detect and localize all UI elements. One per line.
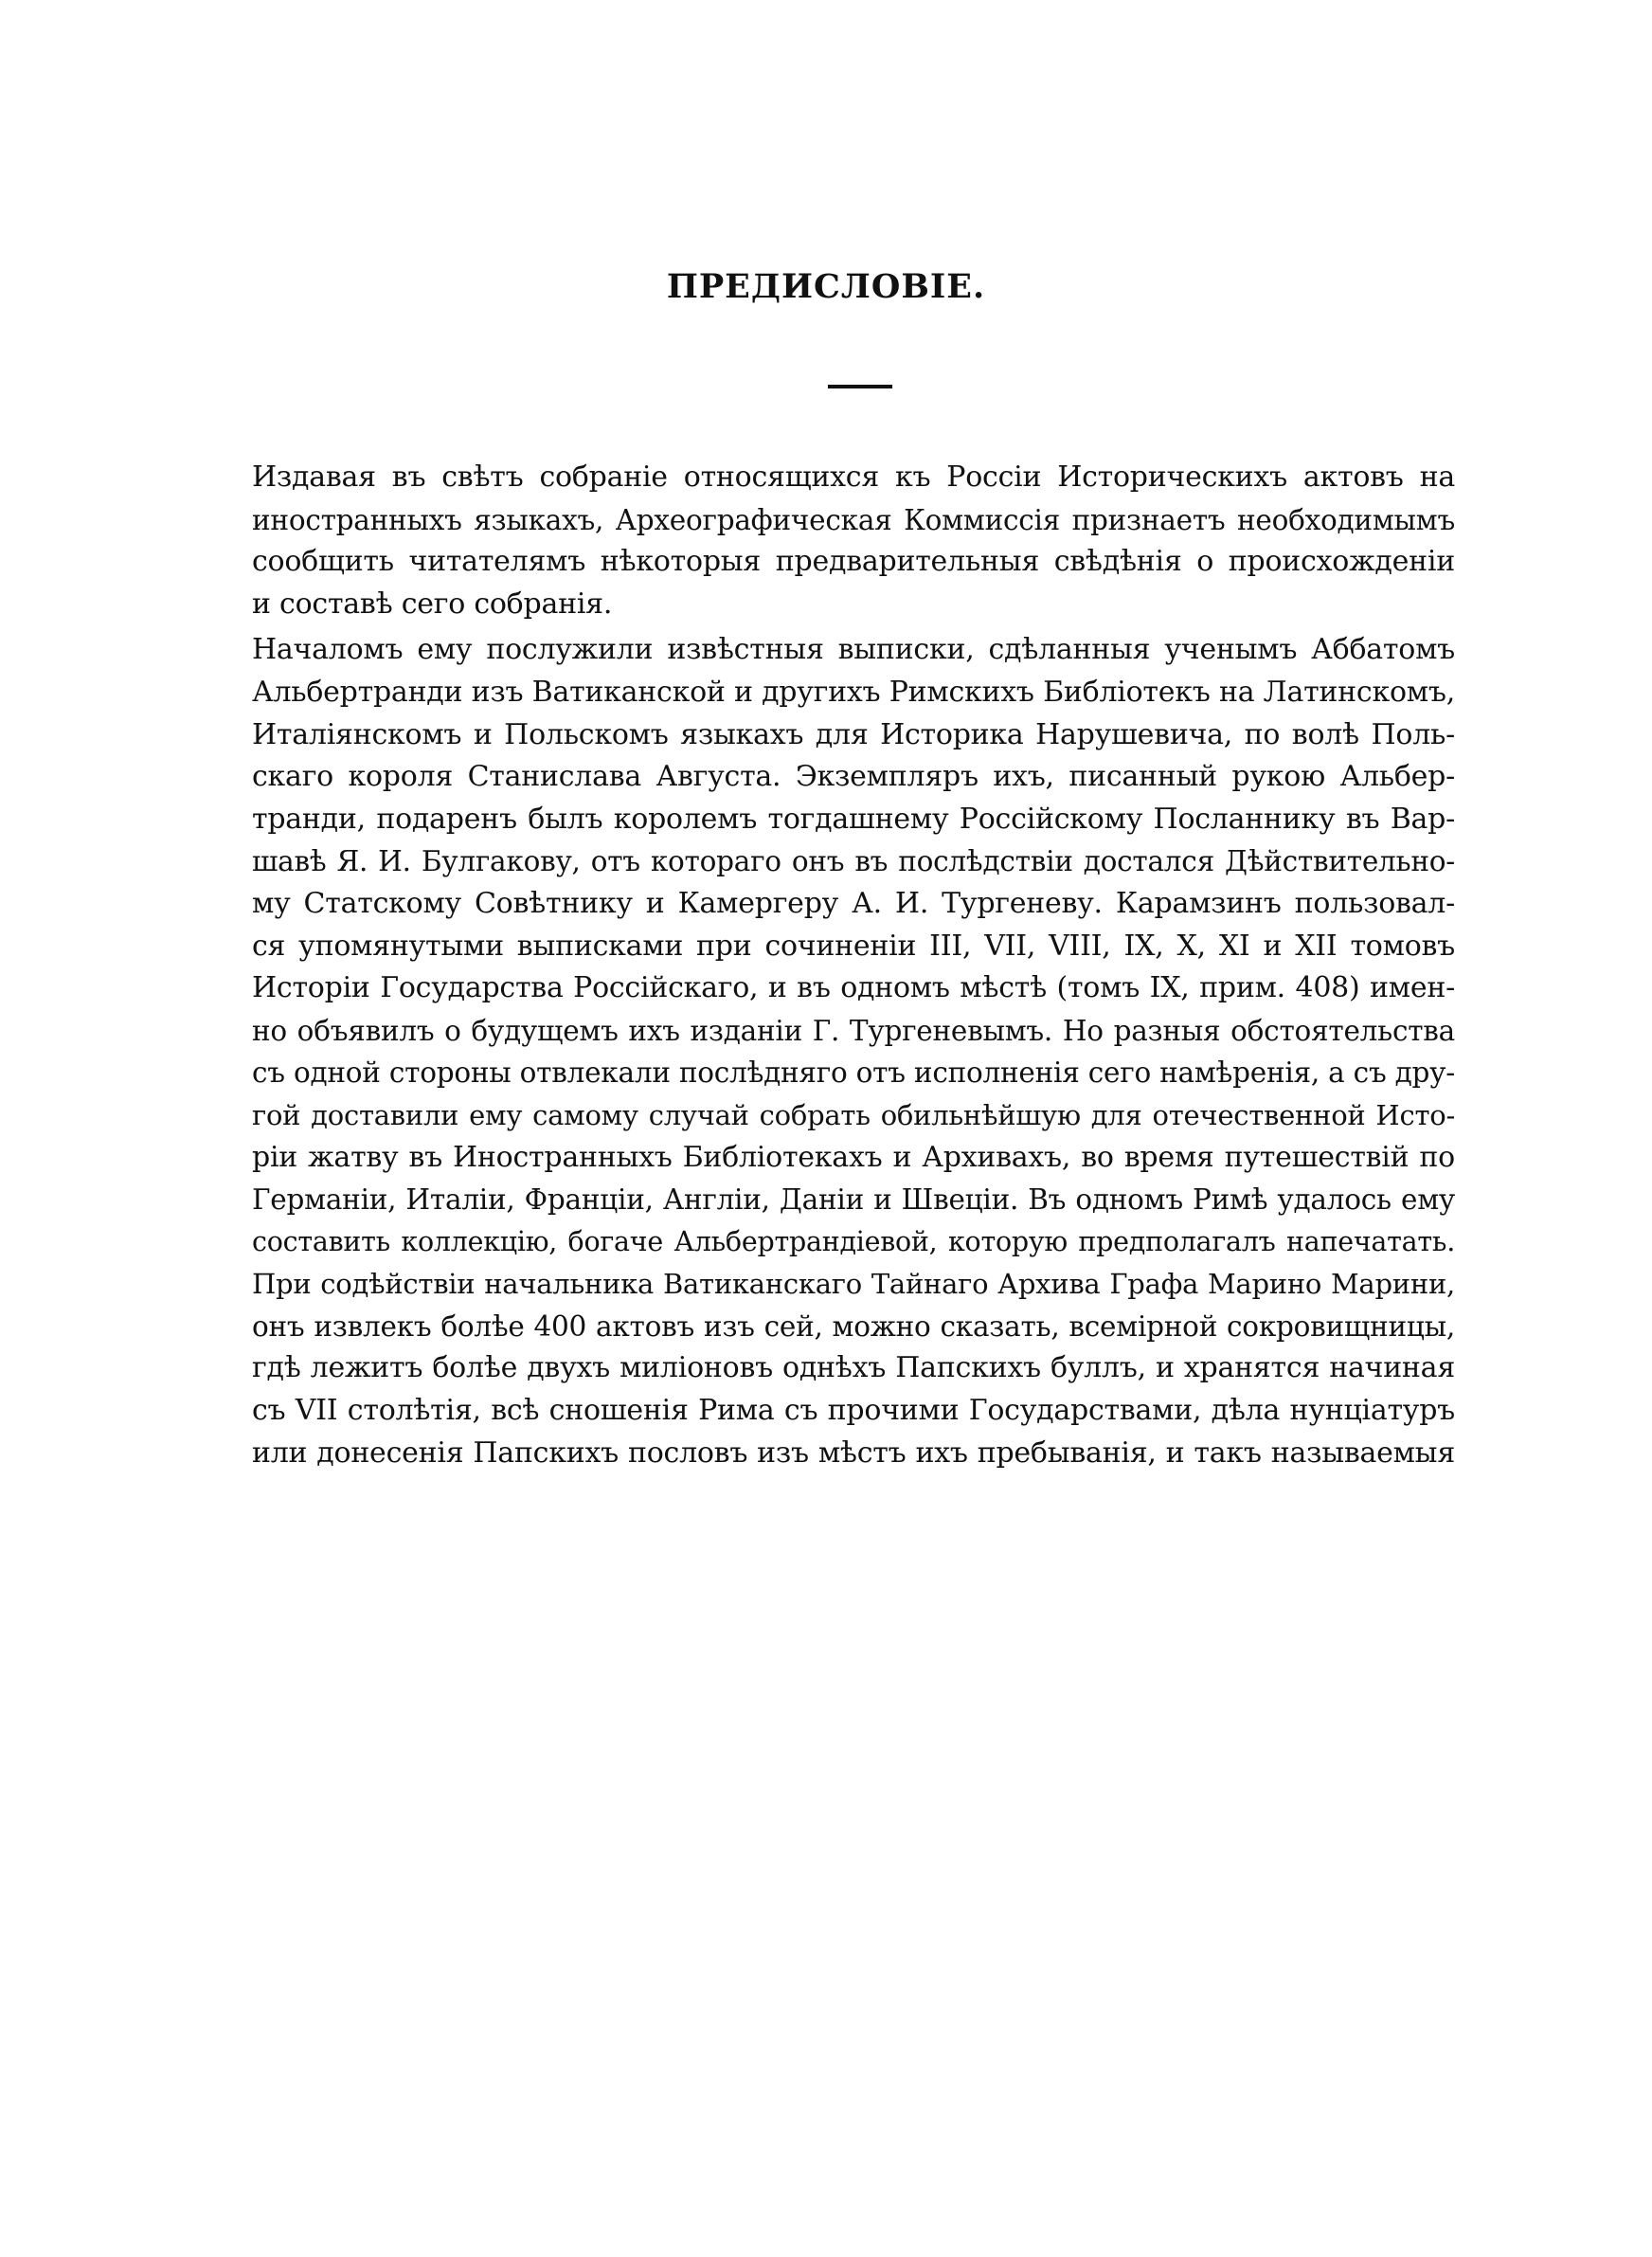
title-divider — [828, 385, 892, 388]
text-line: съ VII столѣтія, всѣ сношенія Рима съ прочими Государствами, дѣла нунціатуръ — [252, 1394, 1455, 1428]
text-line: ся упомянутыми выписками при сочиненіи III, VII, VIII, IX, X, XI и XII томовъ — [252, 929, 1455, 963]
text-line: шавѣ Я. И. Булгакову, отъ котораго онъ въ послѣдствіи достался Дѣйствительно- — [252, 845, 1455, 878]
text-line: При содѣйствіи начальника Ватиканскаго Тайнаго Архива Графа Марино Марини, — [252, 1268, 1455, 1301]
text-line: Исторіи Государства Россійскаго, и въ одномъ мѣстѣ (томъ IX, прим. 408) имен- — [252, 971, 1455, 1005]
text-line: скаго короля Станислава Августа. Экземпляръ ихъ, писанный рукою Альбер- — [252, 760, 1455, 794]
text-line: но объявилъ о будущемъ ихъ изданіи Г. Тургеневымъ. Но разныя обстоятельства — [252, 1014, 1455, 1047]
text-line: съ одной стороны отвлекали послѣдняго отъ исполненія сего намѣренія, а съ дру- — [252, 1056, 1455, 1090]
text-line: онъ извлекъ болѣе 400 актовъ изъ сей, можно сказать, всемірной сокровищницы, — [252, 1309, 1455, 1343]
text-line: Альбертранди изъ Ватиканской и другихъ Римскихъ Библіотекъ на Латинскомъ, — [252, 675, 1455, 709]
text-line: гдѣ лежитъ болѣе двухъ миліоновъ однѣхъ Папскихъ буллъ, и хранятся начиная — [252, 1351, 1455, 1385]
paragraph-1 — [252, 457, 1455, 625]
page-title: ПРЕДИСЛОВІЕ. — [666, 267, 986, 306]
paragraph-2 — [252, 629, 1455, 1474]
text-line: Германіи, Италіи, Франціи, Англіи, Даніи и Швеціи. Въ одномъ Римѣ удалось ему — [252, 1183, 1455, 1217]
text-line: транди, подаренъ былъ королемъ тогдашнему Россійскому Посланнику въ Вар- — [252, 802, 1455, 836]
text-line: сообщить читателямъ нѣкоторыя предварительныя свѣдѣнія о происхожденіи — [252, 545, 1455, 579]
text-line: составить коллекцію, богаче Альбертрандіевой, которую предполагалъ напечатать. — [252, 1225, 1455, 1257]
text-line: Началомъ ему послужили извѣстныя выписки, сдѣланныя ученымъ Аббатомъ — [252, 633, 1455, 667]
text-line: иностранныхъ языкахъ, Археографическая Коммиссія признаетъ необходимымъ — [252, 503, 1455, 536]
text-line: гой доставили ему самому случай собрать обильнѣйшую для отечественной Исто- — [252, 1098, 1455, 1131]
text-line: Италіянскомъ и Польскомъ языкахъ для Историка Нарушевича, по волѣ Поль- — [252, 717, 1455, 751]
text-line: му Статскому Совѣтнику и Камергеру А. И. Тургеневу. Карамзинъ пользовал- — [252, 886, 1455, 920]
preface-body — [252, 457, 1455, 1474]
text-line: ріи жатву въ Иностранныхъ Библіотекахъ и Архивахъ, во время путешествій по — [252, 1140, 1455, 1174]
text-line: Издавая въ свѣтъ собраніе относящихся къ Россіи Историческихъ актовъ на — [252, 460, 1455, 494]
text-line: или донесенія Папскихъ пословъ изъ мѣстъ ихъ пребыванія, и такъ называемыя — [252, 1435, 1455, 1470]
text-line: и составѣ сего собранія. — [252, 587, 613, 621]
